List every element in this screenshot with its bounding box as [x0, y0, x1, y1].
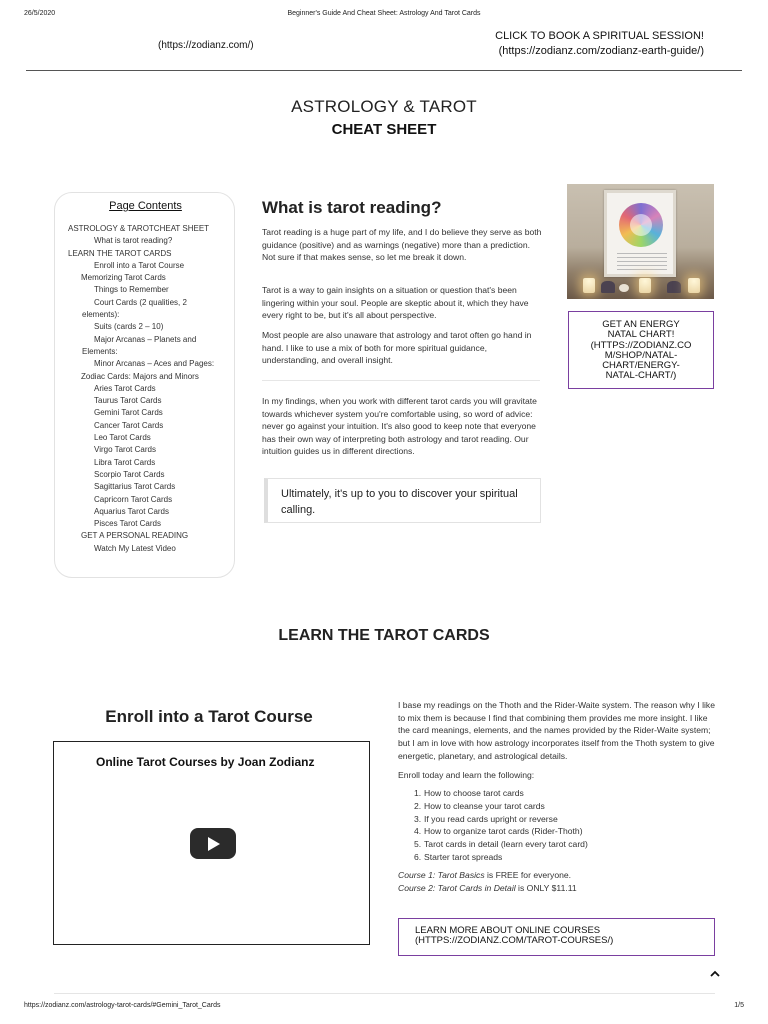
enroll-today-text: Enroll today and learn the following:: [398, 769, 535, 780]
course-1-note: [398, 869, 716, 882]
shell-image: [619, 284, 629, 292]
section-heading: LEARN THE TAROT CARDS: [278, 627, 490, 644]
hero: [0, 97, 768, 138]
list-item-text: How to organize tarot cards (Rider-Thoth): [424, 826, 583, 837]
cta-line: (HTTPS://ZODIANZ.CO: [590, 339, 692, 351]
course-1-price: is FREE for everyone.: [484, 870, 572, 881]
course-description: [398, 699, 716, 895]
cta-line: M/SHOP/NATAL-: [604, 349, 678, 361]
toc-item[interactable]: Suits (cards 2 – 10): [94, 322, 164, 332]
list-item: 2. How to cleanse your tarot cards: [414, 800, 545, 811]
frame-image: [604, 190, 676, 277]
toc-item[interactable]: Gemini Tarot Cards: [94, 408, 163, 418]
enroll-heading: Enroll into a Tarot Course: [105, 707, 313, 726]
article-paragraph: Tarot reading is a huge part of my life, and I do believe they serve as both guidance (positive) and as warnings (negative) more than a prediction. Not sure if that makes sense, so let me break it down.: [262, 227, 542, 263]
toc-item[interactable]: Things to Remember: [94, 285, 169, 295]
course-topic-list: [414, 787, 716, 863]
home-link[interactable]: (https://zodianz.com/): [158, 40, 254, 51]
candle-image: [583, 278, 595, 293]
toc-title: Page Contents: [109, 200, 182, 212]
crystal-image: [667, 281, 681, 293]
list-item-text: Starter tarot spreads: [424, 851, 503, 862]
toc-item[interactable]: Libra Tarot Cards: [94, 457, 156, 467]
list-item-text: How to cleanse your tarot cards: [424, 800, 545, 811]
chevron-up-icon[interactable]: [708, 968, 722, 982]
list-item-text: How to choose tarot cards: [424, 788, 524, 799]
list-item-text: Tarot cards in detail (learn every tarot card): [424, 839, 588, 850]
toc-item[interactable]: Sagittarius Tarot Cards: [94, 482, 176, 492]
print-url: https://zodianz.com/astrology-tarot-cards/#Gemini_Tarot_Cards: [24, 1002, 221, 1009]
cta-line: NATAL-CHART/): [605, 370, 677, 382]
page-number: 1/5: [734, 1002, 744, 1009]
video-player[interactable]: [53, 741, 370, 945]
hero-title: ASTROLOGY & TAROT: [291, 97, 477, 116]
print-title: Beginner's Guide And Cheat Sheet: Astrology And Tarot Cards: [287, 10, 481, 17]
course-intro: I base my readings on the Thoth and the Rider-Waite system. The reason why I like to mix them is because I find that combining them provides me more insight. I like the card meanings, elements, and the names provided by the Rider-Waite system; but I am in love with how astrology incorporates itself from the Thoth system to give energetic, planetary, and astrological details.: [398, 700, 716, 761]
list-item-text: If you read cards upright or reverse: [424, 813, 558, 824]
list-item: 3. If you read cards upright or reverse: [414, 813, 558, 824]
article-heading: What is tarot reading?: [262, 198, 442, 217]
toc-item[interactable]: Zodiac Cards: Majors and Minors: [81, 371, 199, 381]
header-divider: [26, 70, 742, 71]
toc-item[interactable]: Aquarius Tarot Cards: [94, 506, 169, 516]
zodiac-wheel-image: [619, 203, 663, 247]
candle-image: [639, 278, 651, 293]
course-2-name: Course 2: Tarot Cards in Detail: [398, 883, 516, 894]
cta-line: GET AN ENERGY: [602, 319, 680, 330]
article-paragraph: Most people are also unaware that astrology and tarot often go hand in hand. I like to use a mix of both for more spiritual guidance, understanding, and overall insight.: [262, 330, 532, 366]
toc-item[interactable]: Leo Tarot Cards: [94, 433, 151, 443]
cta-line: CHART/ENERGY-: [602, 360, 680, 372]
course-2-price: is ONLY $11.11: [515, 883, 577, 894]
list-item: 6. Starter tarot spreads: [414, 851, 503, 862]
crystal-image: [601, 281, 615, 293]
chevron-up-glyph: [709, 968, 721, 980]
footer-divider: [54, 993, 715, 994]
print-date: 26/5/2020: [24, 10, 56, 17]
toc-item[interactable]: What is tarot reading?: [94, 236, 173, 246]
article-paragraph: Tarot is a way to gain insights on a situation or question that's been lingering within your soul. People are skeptic about it, which they have every right to be, but it's all about perspective.: [262, 285, 529, 321]
chart-text-image: [617, 253, 667, 273]
toc-item[interactable]: Minor Arcanas – Aces and Pages:: [94, 359, 215, 369]
article-paragraph: In my findings, when you work with different tarot cards you will gravitate towards whichever system you're comfortable using, so word of advice: never go against your intuition. It's also good to keep note that everyone has their own way of interpreting both astrology and tarot reading. Our intuition guides us in different directions.: [262, 396, 537, 457]
list-item: 5. Tarot cards in detail (learn every tarot card): [414, 839, 588, 850]
toc-item[interactable]: Court Cards (2 qualities, 2 elements):: [82, 297, 187, 320]
toc-item[interactable]: Capricorn Tarot Cards: [94, 494, 173, 504]
toc-item[interactable]: Enroll into a Tarot Course: [94, 260, 185, 270]
hero-subtitle: CHEAT SHEET: [331, 121, 437, 138]
candle-image: [688, 278, 700, 293]
video-title[interactable]: Online Tarot Courses by Joan Zodianz: [96, 755, 315, 769]
cta-line: NATAL CHART!: [607, 329, 675, 341]
play-icon[interactable]: [190, 828, 236, 859]
toc-item[interactable]: Major Arcanas – Planets and Elements:: [82, 334, 197, 356]
toc-item[interactable]: Pisces Tarot Cards: [94, 519, 161, 529]
article-divider: [262, 380, 540, 381]
toc-item[interactable]: Aries Tarot Cards: [94, 383, 156, 393]
book-session-url: (https://zodianz.com/zodianz-earth-guide/): [498, 45, 704, 57]
pull-quote: Ultimately, it's up to you to discover your spiritual calling.: [264, 478, 541, 523]
course-1-name: Course 1: Tarot Basics: [398, 870, 485, 881]
toc-item[interactable]: LEARN THE TAROT CARDS: [68, 248, 172, 258]
energy-natal-chart-button[interactable]: [568, 311, 714, 389]
toc-item[interactable]: Taurus Tarot Cards: [94, 396, 162, 406]
toc-item[interactable]: Virgo Tarot Cards: [94, 445, 156, 455]
learn-more-url: (HTTPS://ZODIANZ.COM/TAROT-COURSES/): [415, 935, 614, 946]
toc-item[interactable]: Watch My Latest Video: [94, 543, 176, 553]
course-2-note: [398, 882, 716, 895]
toc-item[interactable]: Memorizing Tarot Cards: [81, 273, 166, 283]
page-contents: [54, 192, 235, 578]
learn-more-label: LEARN MORE ABOUT ONLINE COURSES: [415, 925, 601, 936]
book-session-label: CLICK TO BOOK A SPIRITUAL SESSION!: [495, 30, 704, 42]
list-item: 1. How to choose tarot cards: [414, 788, 524, 799]
toc-item[interactable]: ASTROLOGY & TAROTCHEAT SHEET: [68, 224, 210, 233]
natal-chart-photo[interactable]: [567, 184, 714, 299]
learn-more-courses-button[interactable]: [398, 918, 715, 956]
toc-item[interactable]: Scorpio Tarot Cards: [94, 469, 165, 479]
book-session-link[interactable]: [424, 29, 704, 59]
toc-item[interactable]: Cancer Tarot Cards: [94, 420, 164, 430]
toc-item[interactable]: GET A PERSONAL READING: [81, 531, 189, 541]
list-item: 4. How to organize tarot cards (Rider-Thoth): [414, 826, 583, 837]
